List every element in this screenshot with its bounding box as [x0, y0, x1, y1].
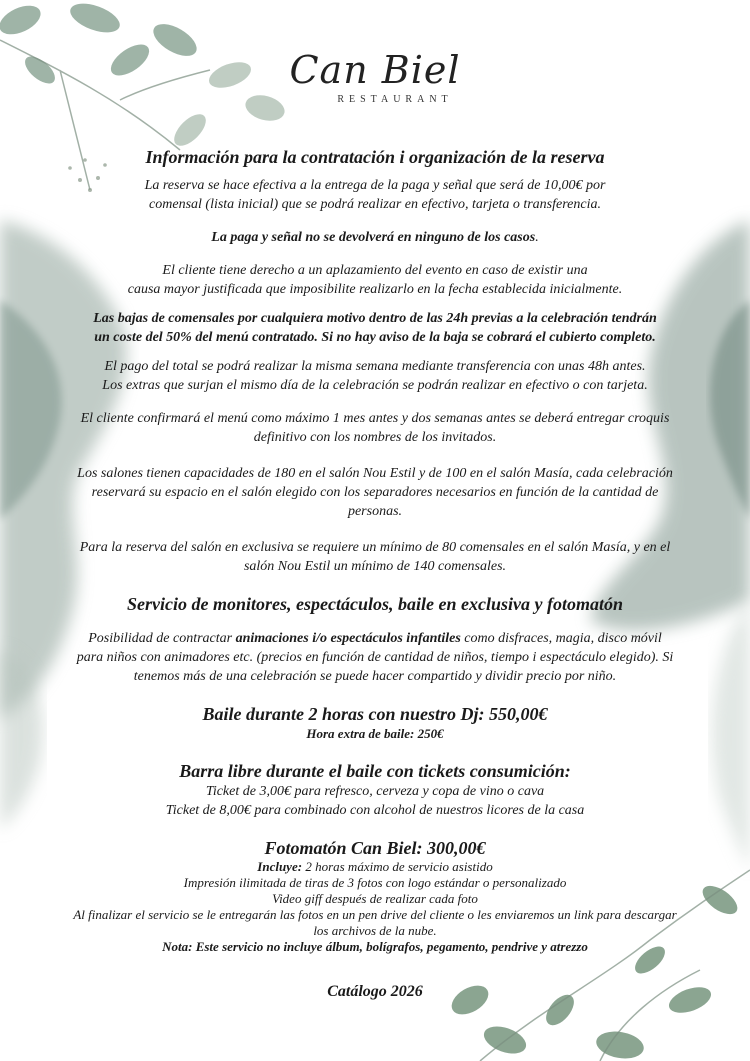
paragraph-postponement [20, 261, 730, 299]
line: Los salones tienen capacidades de 180 en el salón Nou Estil y de 100 en el salón Masía, cada celebración [77, 466, 673, 481]
includes-text: 2 horas máximo de servicio asistido [302, 859, 493, 874]
open-bar-tickets [20, 782, 730, 820]
paragraph-animations [20, 629, 730, 686]
text: como disfraces, magia, disco móvil [460, 631, 662, 646]
line: un coste del 50% del menú contratado. Si no hay aviso de la baja se cobrará el cubierto completo. [94, 330, 656, 345]
paragraph-room-capacity [20, 464, 730, 521]
logo-subtitle: RESTAURANT [337, 94, 453, 105]
dj-extra-hour: Hora extra de baile: 250€ [306, 726, 444, 741]
line: causa mayor justificada que imposibilite realizarlo en la fecha establecida inicialmente. [127, 282, 623, 297]
section-title-services: Servicio de monitores, espectáculos, baile en exclusiva y fotomatón [127, 594, 623, 614]
paragraph-no-refund [20, 228, 730, 247]
line: definitivo con los nombres de los invitados. [253, 430, 497, 445]
line: los archivos de la nube. [313, 923, 437, 938]
logo-script: Can Biel [289, 48, 461, 92]
includes-label: Incluye: [257, 859, 303, 874]
catalog-year: Catálogo 2026 [327, 983, 423, 1000]
line: para niños con animadores etc. (precios en función de cantidad de niños, tiempo i espectáculo elegido). Si [76, 650, 674, 665]
photobooth-note: Nota: Este servicio no incluye álbum, bolígrafos, pegamento, pendrive y atrezzo [162, 939, 588, 954]
paragraph-exclusive-room [20, 538, 730, 576]
photobooth-title: Fotomatón Can Biel: 300,00€ [264, 838, 486, 858]
line: Ticket de 3,00€ para refresco, cerveza y copa de vino o cava [205, 784, 545, 799]
line: El cliente confirmará el menú como máximo 1 mes antes y dos semanas antes se deberá entregar croquis [80, 411, 670, 426]
no-refund-text: La paga y señal no se devolverá en ninguno de los casos [211, 230, 536, 245]
document-body [20, 146, 730, 1003]
line: salón Nou Estil un mínimo de 140 comensales. [243, 559, 507, 574]
paragraph-deposit [20, 176, 730, 214]
paragraph-menu-confirmation [20, 409, 730, 447]
paragraph-payment [20, 357, 730, 395]
line: reservará su espacio en el salón elegido con los separadores necesarios en función de la cantidad de [91, 485, 659, 500]
photobooth-details [20, 859, 730, 955]
line: Los extras que surjan el mismo día de la celebración se podrán realizar en efectivo o con tarjeta. [102, 378, 648, 393]
line: Para la reserva del salón en exclusiva se requiere un mínimo de 80 comensales en el salón Masía, y en el [79, 540, 671, 555]
line: Impresión ilimitada de tiras de 3 fotos con logo estándar o personalizado [183, 875, 567, 890]
line: Ticket de 8,00€ para combinado con alcohol de nuestros licores de la casa [165, 803, 585, 818]
line: Video giff después de realizar cada foto [272, 891, 478, 906]
text: Posibilidad de contractar [88, 631, 236, 646]
line: El pago del total se podrá realizar la misma semana mediante transferencia con unas 48h antes. [104, 359, 646, 374]
animations-highlight: animaciones i/o espectáculos infantiles [235, 631, 461, 646]
punct: . [535, 230, 539, 245]
restaurant-logo [0, 50, 750, 105]
dj-dance-title: Baile durante 2 horas con nuestro Dj: 550,00€ [202, 704, 548, 724]
line: personas. [347, 504, 403, 519]
line: Al finalizar el servicio se le entregarán las fotos en un pen drive del cliente o les enviaremos un link para descargar [73, 907, 677, 922]
paragraph-cancellations [20, 309, 730, 347]
open-bar-title: Barra libre durante el baile con tickets consumición: [179, 761, 571, 781]
line: tenemos más de una celebración se puede hacer compartido y dividir precio por niño. [133, 669, 617, 684]
line: El cliente tiene derecho a un aplazamiento del evento en caso de existir una [162, 263, 588, 278]
line: Las bajas de comensales por cualquiera motivo dentro de las 24h previas a la celebración tendrán [93, 311, 657, 326]
section-title-reservation: Información para la contratación i organización de la reserva [145, 147, 605, 167]
line: comensal (lista inicial) que se podrá realizar en efectivo, tarjeta o transferencia. [149, 197, 601, 212]
line: La reserva se hace efectiva a la entrega de la paga y señal que será de 10,00€ por [144, 178, 606, 193]
